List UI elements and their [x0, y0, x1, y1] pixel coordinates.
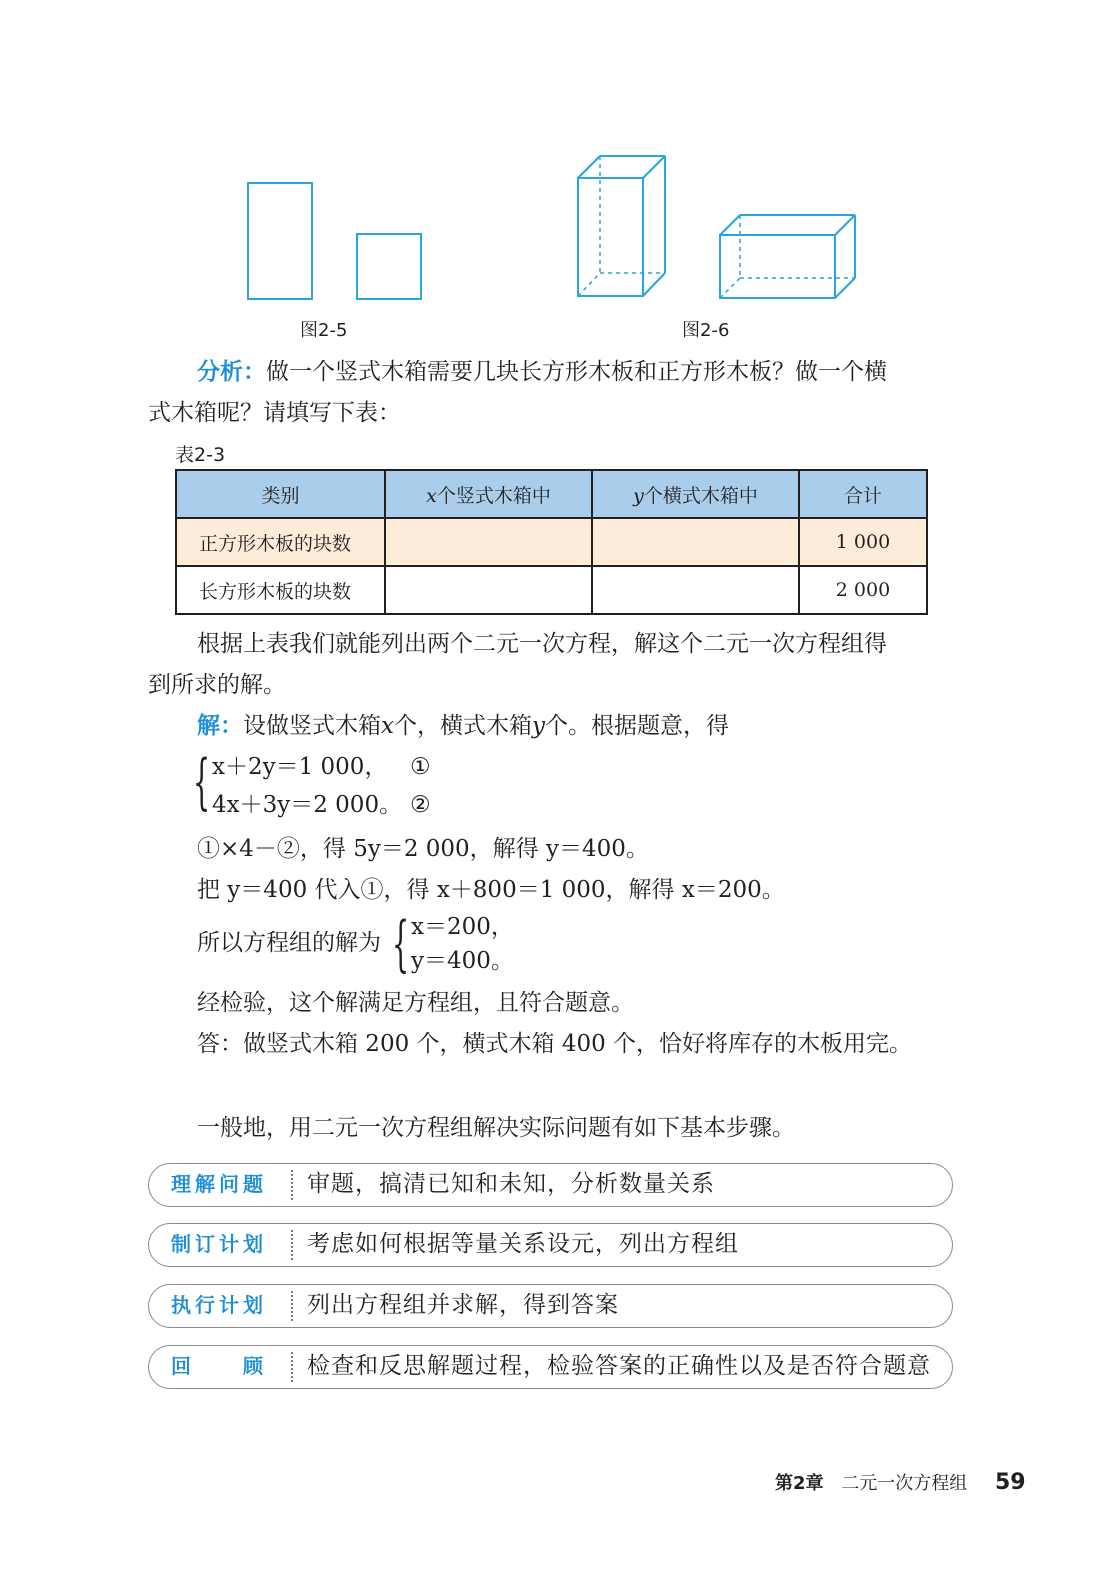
answer-line: 答：做竖式木箱 200 个，横式木箱 400 个，恰好将库存的木板用完。 — [197, 1031, 913, 1057]
step-label: 制订计划 — [171, 1232, 267, 1256]
check-line: 经检验，这个解满足方程组，且符合题意。 — [197, 990, 634, 1016]
step-divider — [291, 1230, 293, 1260]
table-caption: 表2-3 — [175, 444, 226, 466]
figure-caption-2-6: 图2-6 — [682, 320, 730, 341]
row-label: 正方形木板的块数 — [176, 518, 385, 566]
system-brace: { — [193, 747, 211, 817]
solution-step-1: ①×4－②，得 5y＝2 000，解得 y＝400。 — [197, 836, 649, 862]
step-divider — [291, 1291, 293, 1321]
header-total: 合计 — [799, 470, 927, 518]
step-text: 审题，搞清已知和未知，分析数量关系 — [307, 1171, 715, 1197]
step-execute — [148, 1284, 953, 1328]
general-steps-intro: 一般地，用二元一次方程组解决实际问题有如下基本步骤。 — [197, 1115, 795, 1141]
result-brace: { — [392, 909, 410, 979]
horizontal-box — [720, 215, 855, 298]
footer-title: 二元一次方程组 — [841, 1473, 968, 1494]
page-number: 59 — [995, 1470, 1026, 1495]
vertical-box — [578, 156, 665, 296]
paragraph-line-2: 到所求的解。 — [148, 672, 286, 698]
equation-1: x＋2y＝1 000， — [212, 754, 388, 780]
step-plan — [148, 1223, 953, 1267]
equation-2: 4x＋3y＝2 000。 — [212, 792, 403, 818]
data-table — [175, 469, 928, 615]
solution-intro: 解：设做竖式木箱x个，横式木箱y个。根据题意，得 — [197, 713, 729, 739]
solution-step-2: 把 y＝400 代入①，得 x＋800＝1 000，解得 x＝200。 — [197, 877, 785, 903]
cell-blank[interactable] — [385, 566, 592, 614]
analysis-label: 分析： — [197, 359, 266, 385]
step-divider — [291, 1352, 293, 1382]
cell-blank[interactable] — [385, 518, 592, 566]
step-understand — [148, 1163, 953, 1207]
page-footer — [775, 1470, 1026, 1497]
step-text: 检查和反思解题过程，检验答案的正确性以及是否符合题意 — [307, 1353, 931, 1379]
cell-blank[interactable] — [592, 566, 799, 614]
row-label: 长方形木板的块数 — [176, 566, 385, 614]
step-text: 考虑如何根据等量关系设元，列出方程组 — [307, 1231, 739, 1257]
analysis-line-1 — [197, 355, 887, 389]
cell-total: 1 000 — [799, 518, 927, 566]
solution-label: 解： — [197, 713, 243, 739]
table-header-row — [176, 470, 927, 518]
step-label: 理解问题 — [171, 1172, 267, 1196]
step-label: 执行计划 — [171, 1293, 267, 1317]
step-divider — [291, 1170, 293, 1200]
result-x: x＝200， — [411, 914, 514, 940]
result-prefix: 所以方程组的解为 — [197, 930, 381, 956]
table-row — [176, 518, 927, 566]
header-horizontal: y个横式木箱中 — [592, 470, 799, 518]
step-review — [148, 1345, 953, 1389]
equation-2-mark: ② — [410, 792, 431, 818]
analysis-line-2: 式木箱呢？请填写下表： — [148, 400, 401, 426]
cell-blank[interactable] — [592, 518, 799, 566]
equation-1-mark: ① — [410, 754, 431, 780]
header-category: 类别 — [176, 470, 385, 518]
cell-total: 2 000 — [799, 566, 927, 614]
step-label: 回 顾 — [171, 1354, 267, 1378]
result-y: y＝400。 — [411, 948, 514, 974]
step-text: 列出方程组并求解，得到答案 — [307, 1292, 619, 1318]
figure-2-6 — [0, 0, 1110, 320]
analysis-text-1: 做一个竖式木箱需要几块长方形木板和正方形木板？做一个横 — [266, 359, 887, 385]
figure-caption-2-5: 图2-5 — [300, 320, 348, 341]
table-row — [176, 566, 927, 614]
header-vertical: x个竖式木箱中 — [385, 470, 592, 518]
footer-chapter: 第2章 — [775, 1473, 824, 1494]
paragraph-line-1: 根据上表我们就能列出两个二元一次方程，解这个二元一次方程组得 — [197, 631, 887, 657]
